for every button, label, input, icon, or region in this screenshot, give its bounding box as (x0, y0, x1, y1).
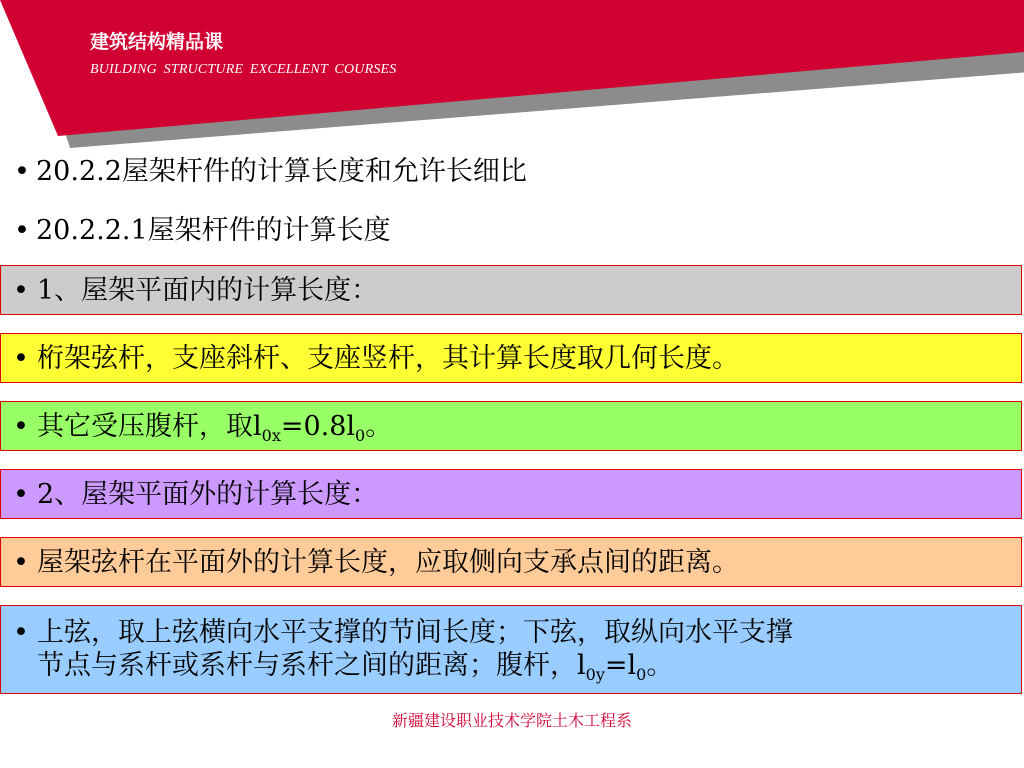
box-chord-out-plane (0, 537, 1022, 587)
bullet: • (13, 617, 29, 648)
box-upper-lower-chord (0, 605, 1022, 694)
box-text: 1、屋架平面内的计算长度： (37, 275, 379, 306)
box-chord-length (0, 333, 1022, 383)
heading-text: 20.2.2.1屋架杆件的计算长度 (36, 215, 391, 246)
box-in-plane-title (0, 265, 1022, 315)
bullet: • (13, 275, 29, 306)
box-text: 桁架弦杆，支座斜杆、支座竖杆，其计算长度取几何长度。 (37, 343, 739, 374)
box-text: 上弦，取上弦横向水平支撑的节间长度；下弦，取纵向水平支撑 节点与系杆或系杆与系杆之间的距离；腹杆，$l_{0y}=l_0$。 (37, 617, 793, 684)
course-subtitle: BUILDING STRUCTURE EXCELLENT COURSES (90, 62, 397, 77)
bullet: • (14, 215, 30, 246)
box-out-plane-title (0, 469, 1022, 519)
footer-institution: 新疆建设职业技术学院土木工程系 (391, 711, 632, 730)
bullet: • (13, 479, 29, 510)
section-heading-20-2-2-1 (14, 215, 391, 247)
bullet: • (14, 156, 30, 187)
bullet: • (13, 547, 29, 578)
box-text: 屋架弦杆在平面外的计算长度，应取侧向支承点间的距离。 (37, 547, 739, 578)
box-web-member (0, 401, 1022, 451)
section-heading-20-2-2 (14, 156, 527, 188)
bullet: • (13, 411, 29, 442)
course-title: 建筑结构精品课 (90, 31, 224, 53)
box-text: 2、屋架平面外的计算长度： (37, 479, 379, 510)
box-text: 其它受压腹杆，取$l_{0x}=0.8l_0$。 (37, 411, 393, 445)
heading-text: 20.2.2屋架杆件的计算长度和允许长细比 (36, 156, 527, 187)
bullet: • (13, 343, 29, 374)
